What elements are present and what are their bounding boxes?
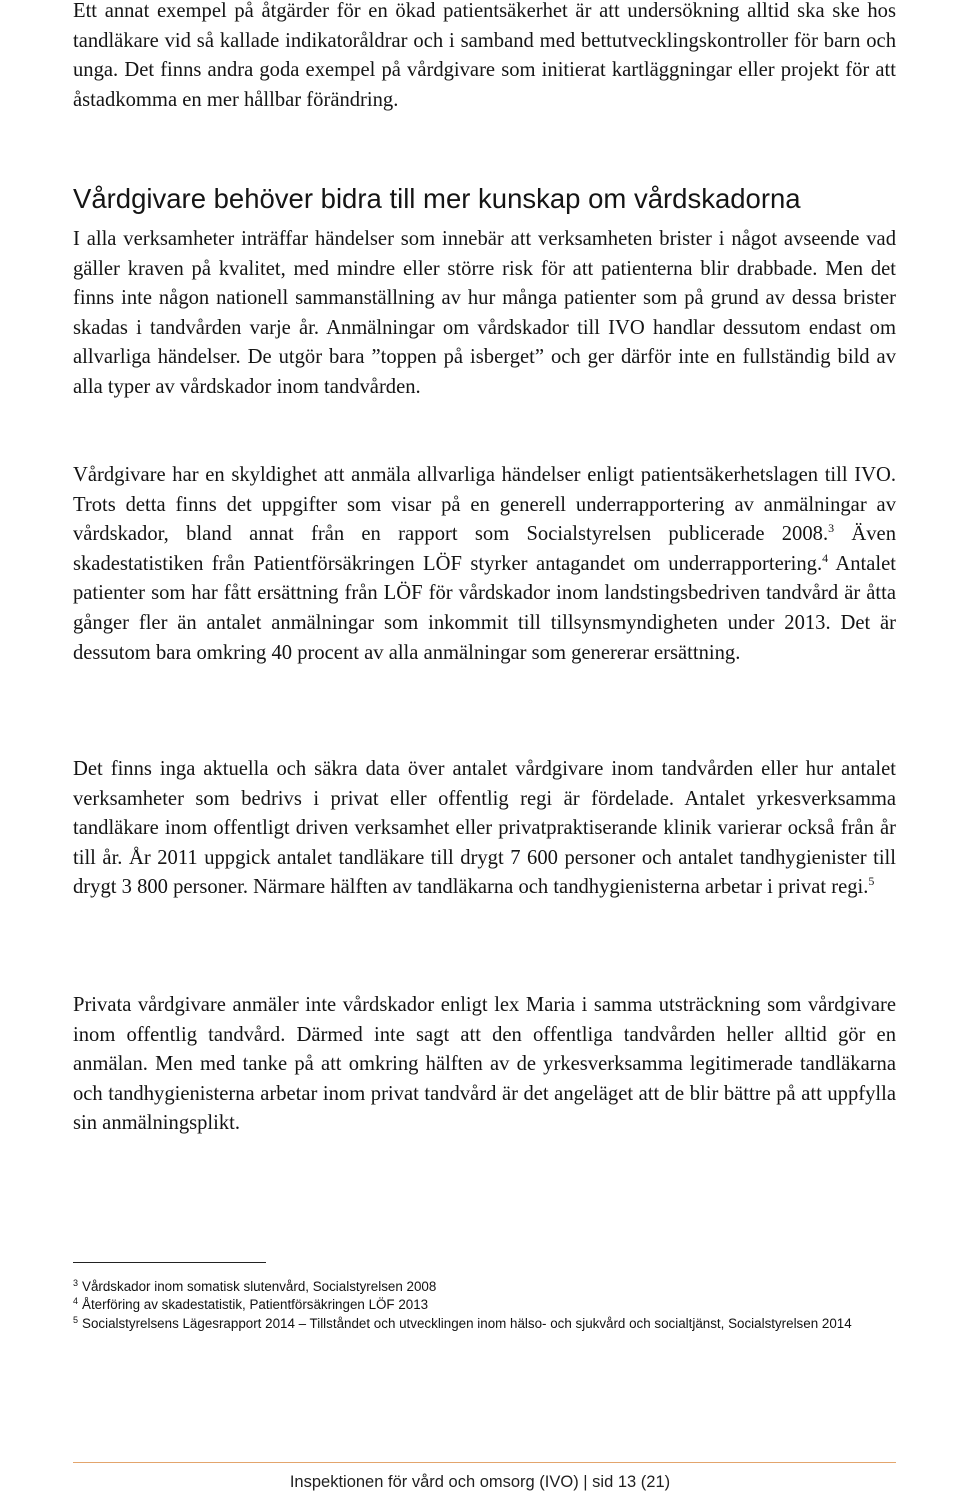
footnote-text: Socialstyrelsens Lägesrapport 2014 – Tillståndet och utvecklingen inom hälso- och sjukvård och socialtjänst, Socialstyrelsen 2014 [82,1315,852,1331]
paragraph-incidents: I alla verksamheter inträffar händelser som innebär att verksamheten brister i något avseende vad gäller kraven på kvalitet, med mindre eller större risk för att patienterna blir drabbade. Men det finns inte någon nationell sammanställning av hur många patienter som på grund av dessa brister skadas i tandvården varje år. Anmälningar om vårdskador till IVO handlar dessutom endast om allvarliga händelser. De utgör bara ”toppen på isberget” och ger därför inte en fullständig bild av alla typer av vårdskador inom tandvården. [73,228,896,398]
footnote-divider [73,1262,266,1263]
paragraph-text: Vårdgivare har en skyldighet att anmäla allvarliga händelser enligt patientsäkerhetslagen till IVO. Trots detta finns det uppgifter som visar på en generell underrapportering av anmälningar av vårdskador, bland annat från en rapport som Socialstyrelsen publicerade 2008. [73,464,896,546]
footnote-text: Vårdskador inom somatisk slutenvård, Socialstyrelsen 2008 [82,1279,437,1294]
section-heading: Vårdgivare behöver bidra till mer kunskap om vårdskadorna [73,183,801,214]
footnote-ref-5[interactable]: 5 [868,874,875,889]
footnote-number: 4 [73,1296,79,1307]
footnote-number: 5 [73,1314,79,1325]
footnote-text: Återföring av skadestatistik, Patientförsäkringen LÖF 2013 [82,1297,429,1313]
paragraph-text: Även skadestatistiken från Patientförsäkringen LÖF styrker antagandet om underrapportering. [73,523,896,575]
paragraph-text: Antalet patienter som har fått ersättning från LÖF för vårdskador inom landstingsbedriven tandvård är åtta gånger fler än antalet anmälningar som inkommit till tillsynsmyndigheten under 2013. Det är dessutom bara omkring 40 procent av alla anmälningar som genererar ersättning. [73,552,896,664]
footer-divider [73,1462,896,1463]
page-footer: Inspektionen för vård och omsorg (IVO) | sid 13 (21) [289,1473,671,1491]
footnote-number: 3 [73,1278,79,1288]
footnotes [73,1278,933,1333]
paragraph-reporting-duty [73,461,896,668]
footnote-3 [73,1278,933,1296]
paragraph-text: Det finns inga aktuella och säkra data över antalet vårdgivare inom tandvården eller hur antalet verksamheter som bedrivs i privat eller offentlig regi är fördelade. Antalet yrkesverksamma tandläkare inom offentligt driven verksamhet eller privatpraktiserande klinik varierar också från år till år. År 2011 uppgick antalet tandläkare till drygt 7 600 personer och antalet tandhygienister till drygt 3 800 personer. Närmare hälften av tandläkarna och tandhygienisterna arbetar i privat regi. [73,758,896,899]
intro-paragraph: Ett annat exempel på åtgärder för en ökad patientsäkerhet är att undersökning alltid ska ske hos tandläkare vid så kallade indikatoråldrar och i samband med bettutvecklingskontroller för barn och unga. Det finns andra goda exempel på vårdgivare som initierat kartläggningar eller projekt för att åstadkomma en mer hållbar förändring. [73,0,896,111]
paragraph-private-providers: Privata vårdgivare anmäler inte vårdskador enligt lex Maria i samma utsträckning som vårdgivare inom offentlig tandvård. Därmed inte sagt att den offentliga tandvården heller alltid gör en anmälan. Men med tanke på att omkring hälften av de yrkesverksamma legitimerade tandläkarna och tandhygienisterna arbetar inom privat tandvård är det angeläget att de blir bättre på att uppfylla sin anmälningsplikt. [73,994,896,1135]
footnote-ref-4[interactable]: 4 [822,550,829,565]
footnote-5 [73,1315,933,1333]
footnote-4 [73,1296,933,1314]
paragraph-provider-data [73,755,896,903]
footnote-ref-3[interactable]: 3 [828,521,835,536]
